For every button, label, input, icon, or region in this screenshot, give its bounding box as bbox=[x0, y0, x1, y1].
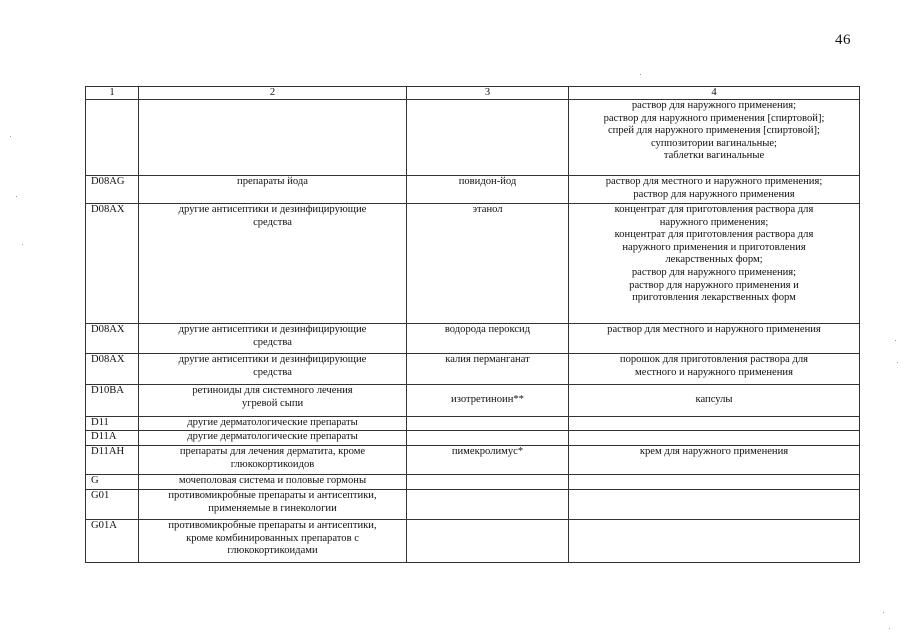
table-body bbox=[86, 100, 860, 563]
group-name-line: препараты йода bbox=[237, 176, 308, 187]
atc-code-cell: D11AH bbox=[86, 446, 139, 475]
dosage-form-line: раствор для наружного применения и bbox=[629, 279, 799, 291]
table-row bbox=[86, 417, 860, 431]
group-name-cell bbox=[139, 324, 407, 354]
atc-code-cell: D11A bbox=[86, 431, 139, 446]
dosage-form-line: раствор для наружного применения bbox=[633, 188, 795, 200]
dosage-forms-cell bbox=[569, 475, 860, 490]
scan-speck bbox=[640, 74, 641, 75]
group-name-cell bbox=[139, 431, 407, 446]
scan-speck bbox=[883, 612, 884, 613]
group-name-cell bbox=[139, 385, 407, 417]
group-name-cell bbox=[139, 490, 407, 520]
scan-speck bbox=[889, 628, 890, 629]
substance-cell: водорода пероксид bbox=[407, 324, 569, 354]
atc-code-cell: D08AX bbox=[86, 354, 139, 385]
group-name-cell bbox=[139, 417, 407, 431]
dosage-form-line: суппозитории вагинальные; bbox=[650, 137, 777, 149]
dosage-forms-cell bbox=[569, 520, 860, 563]
drug-table bbox=[85, 86, 860, 563]
group-name-line: глюкокортикоидов bbox=[230, 458, 315, 470]
table-row bbox=[86, 520, 860, 563]
group-name-line: другие дерматологические препараты bbox=[187, 431, 358, 442]
table-row bbox=[86, 176, 860, 204]
atc-code-cell bbox=[86, 100, 139, 176]
dosage-forms-cell bbox=[569, 100, 860, 176]
scan-speck bbox=[897, 362, 898, 363]
dosage-form-line: таблетки вагинальные bbox=[663, 150, 765, 162]
substance-cell bbox=[407, 520, 569, 563]
substance-cell: пимекролимус* bbox=[407, 446, 569, 475]
dosage-form-line: местного и наружного применения bbox=[635, 366, 793, 378]
dosage-form-line: концентрат для приготовления раствора для bbox=[614, 229, 814, 241]
dosage-forms-cell bbox=[569, 417, 860, 431]
scan-speck bbox=[10, 136, 11, 137]
group-name-cell bbox=[139, 100, 407, 176]
dosage-form-line: наружного применения и приготовления bbox=[622, 241, 806, 253]
substance-cell bbox=[407, 100, 569, 176]
atc-code-cell: G01A bbox=[86, 520, 139, 563]
group-name-cell bbox=[139, 204, 407, 324]
atc-code-cell: D08AX bbox=[86, 324, 139, 354]
dosage-form-line: лекарственных форм; bbox=[665, 254, 763, 266]
substance-cell: калия перманганат bbox=[407, 354, 569, 385]
substance-cell: изотретиноин** bbox=[407, 385, 569, 417]
dosage-form-line: спрей для наружного применения [спиртовой]; bbox=[607, 125, 821, 137]
table-row bbox=[86, 204, 860, 324]
group-name-line: средства bbox=[253, 216, 292, 228]
group-name-cell bbox=[139, 520, 407, 563]
dosage-form-line: раствор для наружного применения [спиртовой]; bbox=[603, 112, 825, 124]
dosage-form-line: раствор для местного и наружного применения; bbox=[605, 176, 823, 187]
atc-code-cell: D11 bbox=[86, 417, 139, 431]
dosage-forms-cell bbox=[569, 431, 860, 446]
substance-cell: повидон-йод bbox=[407, 176, 569, 204]
column-header-3: 3 bbox=[407, 87, 569, 100]
substance-cell bbox=[407, 417, 569, 431]
group-name-line: средства bbox=[253, 336, 292, 348]
group-name-line: другие дерматологические препараты bbox=[187, 417, 358, 428]
dosage-form-line: капсулы bbox=[695, 394, 733, 406]
atc-code-cell: G01 bbox=[86, 490, 139, 520]
group-name-line: ретиноиды для системного лечения bbox=[192, 385, 353, 396]
scan-speck bbox=[16, 196, 17, 197]
dosage-form-line: наружного применения; bbox=[659, 216, 769, 228]
substance-cell bbox=[407, 431, 569, 446]
table-row bbox=[86, 354, 860, 385]
table-row bbox=[86, 490, 860, 520]
table-row bbox=[86, 385, 860, 417]
dosage-forms-cell bbox=[569, 385, 860, 417]
column-header-2: 2 bbox=[139, 87, 407, 100]
atc-code-cell: D08AG bbox=[86, 176, 139, 204]
group-name-line: другие антисептики и дезинфицирующие bbox=[178, 204, 367, 215]
group-name-cell bbox=[139, 475, 407, 490]
dosage-forms-cell bbox=[569, 354, 860, 385]
dosage-form-line: раствор для наружного применения; bbox=[631, 100, 797, 111]
table-row bbox=[86, 446, 860, 475]
table-row bbox=[86, 100, 860, 176]
atc-code-cell: G bbox=[86, 475, 139, 490]
group-name-line: угревой сыпи bbox=[241, 397, 304, 409]
dosage-forms-cell bbox=[569, 446, 860, 475]
atc-code-cell: D10BA bbox=[86, 385, 139, 417]
group-name-line: противомикробные препараты и антисептики, bbox=[168, 490, 377, 501]
atc-code-cell: D08AX bbox=[86, 204, 139, 324]
dosage-forms-cell bbox=[569, 204, 860, 324]
substance-cell bbox=[407, 475, 569, 490]
dosage-forms-cell bbox=[569, 324, 860, 354]
group-name-line: препараты для лечения дерматита, кроме bbox=[179, 446, 366, 457]
group-name-line: применяемые в гинекологии bbox=[208, 502, 337, 514]
group-name-line: мочеполовая система и половые гормоны bbox=[178, 475, 367, 486]
page-number: 46 bbox=[835, 32, 851, 48]
group-name-cell bbox=[139, 354, 407, 385]
group-name-line: кроме комбинированных препаратов с bbox=[186, 532, 359, 544]
dosage-form-line: раствор для местного и наружного применения bbox=[607, 324, 821, 335]
dosage-form-line: крем для наружного применения bbox=[639, 446, 789, 457]
group-name-line: другие антисептики и дезинфицирующие bbox=[178, 324, 367, 335]
substance-cell bbox=[407, 490, 569, 520]
group-name-line: противомикробные препараты и антисептики, bbox=[168, 520, 377, 531]
dosage-form-line: порошок для приготовления раствора для bbox=[619, 354, 809, 365]
scan-speck bbox=[895, 340, 896, 341]
group-name-line: глюкокортикоидами bbox=[227, 545, 318, 557]
group-name-cell bbox=[139, 446, 407, 475]
table-row bbox=[86, 475, 860, 490]
column-header-4: 4 bbox=[569, 87, 860, 100]
dosage-forms-cell bbox=[569, 490, 860, 520]
dosage-forms-cell bbox=[569, 176, 860, 204]
table-row bbox=[86, 431, 860, 446]
table-header-row bbox=[86, 87, 860, 100]
group-name-line: средства bbox=[253, 366, 292, 378]
group-name-line: другие антисептики и дезинфицирующие bbox=[178, 354, 367, 365]
table-row bbox=[86, 324, 860, 354]
dosage-form-line: раствор для наружного применения; bbox=[631, 266, 797, 278]
column-header-1: 1 bbox=[86, 87, 139, 100]
substance-cell: этанол bbox=[407, 204, 569, 324]
scan-speck bbox=[22, 244, 23, 245]
dosage-form-line: приготовления лекарственных форм bbox=[632, 292, 796, 304]
dosage-form-line: концентрат для приготовления раствора для bbox=[614, 204, 814, 215]
group-name-cell bbox=[139, 176, 407, 204]
